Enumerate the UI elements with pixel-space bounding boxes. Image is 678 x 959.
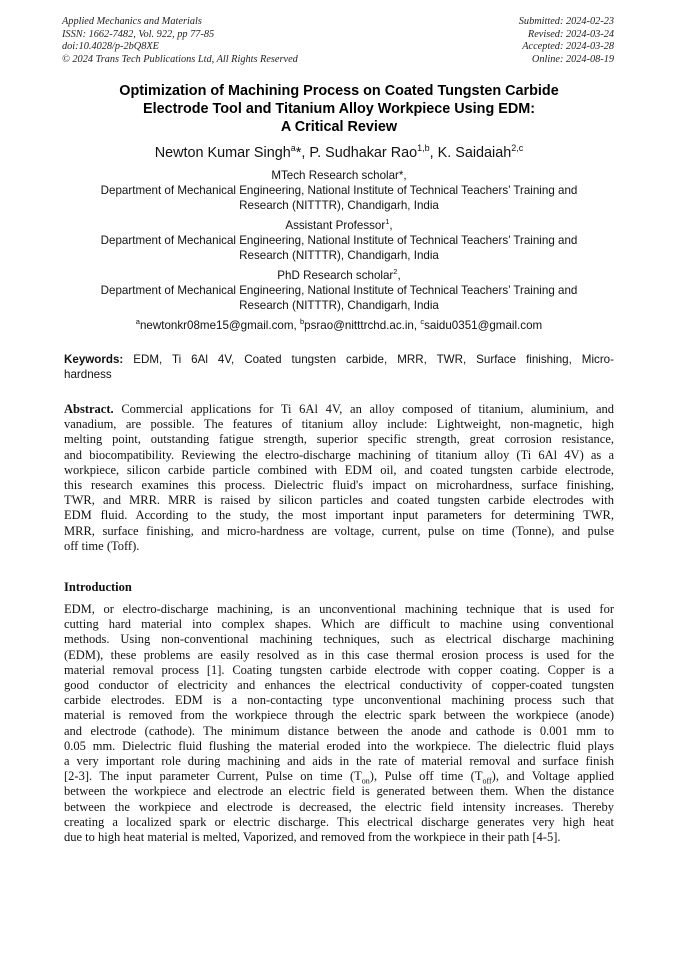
keywords-section <box>64 352 614 382</box>
journal-name: Applied Mechanics and Materials <box>62 16 202 27</box>
affiliation-role <box>64 218 614 233</box>
email-link[interactable]: saidu0351@gmail.com <box>424 319 543 332</box>
abstract-line: and biocompatibility. Reviewing the electro-discharge machining of titanium alloy (Ti 6Al 4V) as a <box>64 447 614 462</box>
intro-line: methods. Using non-conventional machining techniques, such as electrical discharge machining <box>64 632 614 647</box>
role-text: PhD Research scholar <box>277 269 394 282</box>
author-emails <box>64 318 614 333</box>
intro-line: material removal process [1]. Coating tungsten carbide electrode with copper coating. Copper is a <box>64 662 614 677</box>
abstract-text: Commercial applications for Ti 6Al 4V, an alloy composed of titanium, aluminium, and <box>121 402 615 416</box>
keywords-text: EDM, Ti 6Al 4V, Coated tungsten carbide, MRR, TWR, Surface finishing, Micro- <box>133 353 614 366</box>
author-list <box>64 144 614 162</box>
title-line: Optimization of Machining Process on Coated Tungsten Carbide <box>119 83 559 99</box>
affiliation-role <box>64 268 614 283</box>
intro-line: creating a localized spark or electric discharge. This electrical discharge generates very high heat <box>64 814 614 829</box>
intro-line: between the workpiece and electrode is decreased, the electric field intensity increases. Thereby <box>64 799 614 814</box>
paper-title <box>64 82 614 136</box>
intro-text: [2-3]. The input parameter Current, Pulse on time (T <box>64 769 362 784</box>
author-name: P. Sudhakar Rao <box>309 145 418 161</box>
role-sup: 1 <box>385 217 390 227</box>
dates-header <box>519 16 614 66</box>
abstract-line: off time (Toff). <box>64 538 140 553</box>
journal-header <box>62 16 298 66</box>
intro-text: ), and Voltage applied <box>491 769 614 784</box>
date-revised: Revised: 2024-03-24 <box>527 28 614 40</box>
author-name: K. Saidaiah <box>437 145 512 161</box>
journal-doi: doi:10.4028/p-2bQ8XE <box>62 41 159 53</box>
journal-issn: ISSN: 1662-7482, Vol. 922, pp 77-85 <box>62 28 215 40</box>
intro-text: ), Pulse off time (T <box>369 769 483 784</box>
abstract-line: vanadium, are possible. The features of titanium alloy include: Lightweight, non-magnetic, high <box>64 417 614 432</box>
role-text: Assistant Professor <box>285 219 386 232</box>
abstract-label: Abstract. <box>64 402 114 416</box>
abstract-line: MRR, surface finishing, and micro-hardness are voltage, current, pulse on time (Tonne), and pulse <box>64 523 614 538</box>
affiliation <box>64 218 614 263</box>
intro-line: due to high heat material is melted, Vaporized, and removed from the workpiece in their path [4-5]. <box>64 830 561 845</box>
abstract-line: EDM fluid. According to the study, the most important input parameters for determining TWR, <box>64 508 614 523</box>
abstract-line: TWR, and MRR. MRR is raised by silicon particles and coated tungsten carbide electrodes with <box>64 493 614 508</box>
abstract-line: this research examines this process. Dielectric fluid's impact on microhardness, surface finishing, <box>64 478 614 493</box>
email-sup: c <box>420 317 425 327</box>
introduction-body <box>64 602 614 845</box>
affiliation <box>64 168 614 213</box>
intro-line: EDM, or electro-discharge machining, is an unconventional machining technique that is used for <box>64 602 614 616</box>
intro-line: material is removed from the workpiece through the electric spark between the workpiece (anode) <box>64 708 614 723</box>
role-sup: 2 <box>393 267 398 277</box>
affiliation-line: Department of Mechanical Engineering, National Institute of Technical Teachers’ Training and <box>100 234 578 247</box>
intro-line: cutting hard material into complex shapes. Which are difficult to machine using conventional <box>64 617 614 632</box>
corresponding-mark: * <box>295 145 302 161</box>
keywords-label: Keywords: <box>64 353 124 366</box>
abstract-line: workpiece, silicon carbide particle combined with EDM oil, and coated tungsten carbide electrode, <box>64 462 614 477</box>
intro-line: (EDM), these problems are easily resolved as in this case thermal erosion process is used for the <box>64 647 614 662</box>
affiliation-role <box>64 168 614 183</box>
intro-line: between the workpiece and electrode an electric field is generated between them. When the distance <box>64 784 614 799</box>
author-separator: , <box>301 145 310 161</box>
intro-line: good conductor of electricity and enhances the electrical conductivity of copper-coated tungsten <box>64 678 614 693</box>
subscript-off: off <box>482 776 492 786</box>
title-line: Electrode Tool and Titanium Alloy Workpiece Using EDM: <box>142 101 536 117</box>
email-separator: , <box>413 319 421 332</box>
abstract-section <box>64 402 614 554</box>
role-suffix: *, <box>398 169 407 182</box>
email-separator: , <box>293 319 300 332</box>
abstract-line: melting point, outstanding fatigue strength, superior specific strength, great corrosion resistance, <box>64 432 614 447</box>
intro-line-params <box>64 769 614 784</box>
affiliation-line: Research (NITTTR), Chandigarh, India <box>239 199 439 212</box>
intro-line: 0.05 mm. Dielectric fluid flushing the material eroded into the workpiece. The dielectric fluid plays <box>64 738 614 753</box>
email-link[interactable]: psrao@nitttrchd.ac.in <box>304 319 414 332</box>
email-sup: a <box>135 317 140 327</box>
affiliation-line: Department of Mechanical Engineering, National Institute of Technical Teachers’ Training and <box>100 184 578 197</box>
email-sup: b <box>299 317 305 327</box>
introduction-heading: Introduction <box>64 580 132 594</box>
author-sup: 2,c <box>511 143 524 154</box>
intro-line: a very important role during machining and aids in the rate of material removal and surface finish <box>64 754 614 769</box>
role-text: MTech Research scholar <box>271 169 399 182</box>
affiliation-line: Research (NITTTR), Chandigarh, India <box>239 249 439 262</box>
journal-copyright: © 2024 Trans Tech Publications Ltd, All Rights Reserved <box>62 53 298 65</box>
affiliation-line: Department of Mechanical Engineering, National Institute of Technical Teachers’ Training and <box>100 284 578 297</box>
keywords-text: hardness <box>64 368 112 381</box>
intro-line: and electrode (cathode). The minimum distance between the anode and cathode is 0.001 mm to <box>64 723 614 738</box>
author-sup: a <box>290 143 296 154</box>
author-name: Newton Kumar Singh <box>154 145 291 161</box>
date-accepted: Accepted: 2024-03-28 <box>522 41 614 53</box>
role-suffix: , <box>389 219 393 232</box>
date-submitted: Submitted: 2024-02-23 <box>518 16 614 27</box>
role-suffix: , <box>397 269 401 282</box>
affiliation <box>64 268 614 313</box>
subscript-on: on <box>361 776 370 786</box>
intro-line: carbide electrodes. EDM is a non-contacting type unconventional machining process such that <box>64 693 614 708</box>
author-separator: , <box>429 145 438 161</box>
title-line: A Critical Review <box>280 119 398 135</box>
author-sup: 1,b <box>417 143 430 154</box>
affiliation-line: Research (NITTTR), Chandigarh, India <box>239 299 439 312</box>
email-link[interactable]: newtonkr08me15@gmail.com <box>139 319 294 332</box>
date-online: Online: 2024-08-19 <box>531 53 614 65</box>
